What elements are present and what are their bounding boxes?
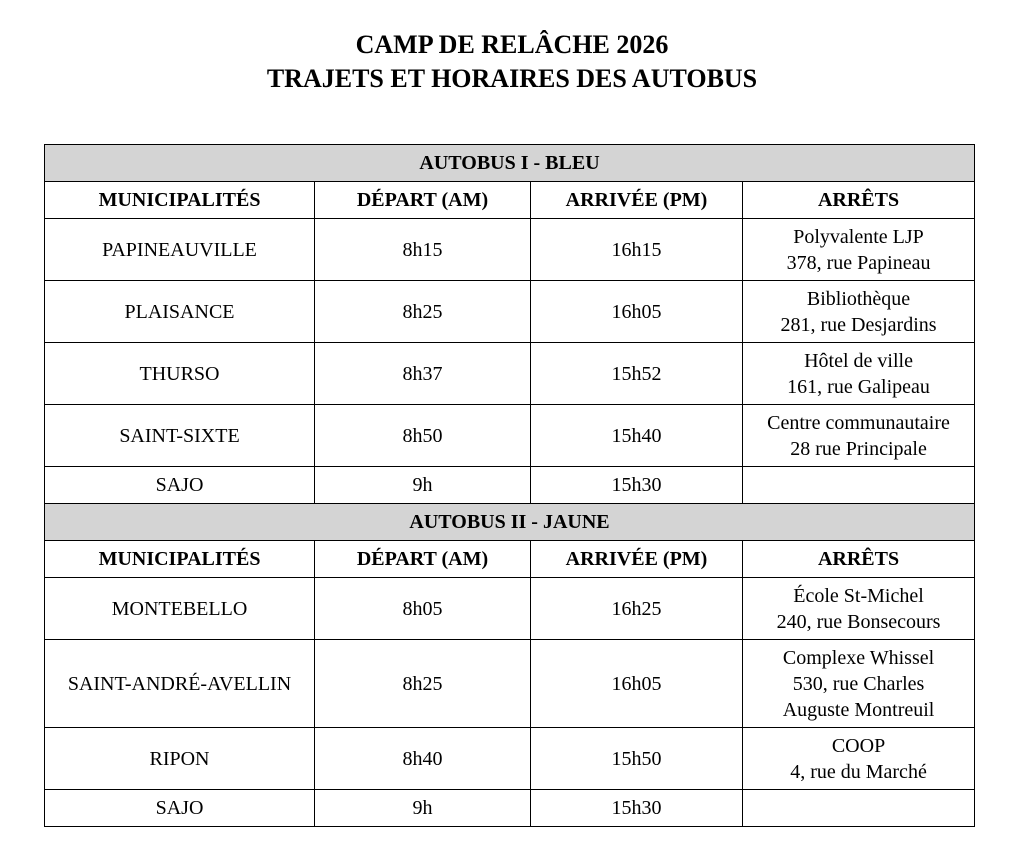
document-title — [0, 28, 1024, 96]
table-row — [45, 640, 975, 728]
stop-line: 240, rue Bonsecours — [776, 610, 941, 633]
municipality-cell: THURSO — [45, 343, 315, 405]
arrival-cell: 16h25 — [531, 578, 743, 640]
table-row — [45, 405, 975, 467]
arrival-cell: 16h05 — [531, 281, 743, 343]
municipality-cell: RIPON — [45, 728, 315, 790]
column-header-departure: DÉPART (AM) — [315, 182, 531, 219]
stop-line: Bibliothèque — [806, 287, 911, 310]
departure-cell: 8h15 — [315, 219, 531, 281]
municipality-cell: SAINT-SIXTE — [45, 405, 315, 467]
stop-line: 28 rue Principale — [790, 437, 927, 460]
stop-line: 378, rue Papineau — [786, 251, 931, 274]
bus-name: AUTOBUS II - JAUNE — [45, 504, 975, 541]
title-line-1: CAMP DE RELÂCHE 2026 — [355, 30, 669, 59]
stop-line: Auguste Montreuil — [782, 698, 935, 721]
table-row — [45, 219, 975, 281]
municipality-cell: MONTEBELLO — [45, 578, 315, 640]
stop-cell — [743, 281, 975, 343]
bus-schedule-table — [44, 144, 975, 827]
stop-line: 281, rue Desjardins — [780, 313, 937, 336]
column-header-municipalities: MUNICIPALITÉS — [45, 541, 315, 578]
stop-cell — [743, 640, 975, 728]
bus-name: AUTOBUS I - BLEU — [45, 145, 975, 182]
stop-line: COOP — [831, 734, 886, 757]
stop-cell — [743, 219, 975, 281]
municipality-cell: PAPINEAUVILLE — [45, 219, 315, 281]
column-header-row — [45, 182, 975, 219]
arrival-cell: 15h30 — [531, 467, 743, 504]
stop-cell — [743, 728, 975, 790]
stop-line: Complexe Whissel — [782, 646, 935, 669]
arrival-cell: 15h40 — [531, 405, 743, 467]
arrival-cell: 16h15 — [531, 219, 743, 281]
column-header-stops: ARRÊTS — [743, 541, 975, 578]
stop-line: École St-Michel — [793, 584, 924, 607]
stop-cell — [743, 790, 975, 827]
column-header-arrival: ARRIVÉE (PM) — [531, 541, 743, 578]
departure-cell: 9h — [315, 467, 531, 504]
stop-line: 4, rue du Marché — [790, 760, 927, 783]
bus-section-header — [45, 504, 975, 541]
municipality-cell: SAJO — [45, 790, 315, 827]
municipality-cell: PLAISANCE — [45, 281, 315, 343]
municipality-cell: SAINT-ANDRÉ-AVELLIN — [45, 640, 315, 728]
table-row — [45, 467, 975, 504]
stop-line: 530, rue Charles — [792, 672, 925, 695]
departure-cell: 8h40 — [315, 728, 531, 790]
table-row — [45, 578, 975, 640]
column-header-departure: DÉPART (AM) — [315, 541, 531, 578]
column-header-stops: ARRÊTS — [743, 182, 975, 219]
municipality-cell: SAJO — [45, 467, 315, 504]
arrival-cell: 15h30 — [531, 790, 743, 827]
stop-line: 161, rue Galipeau — [787, 375, 930, 398]
stop-cell — [743, 405, 975, 467]
column-header-row — [45, 541, 975, 578]
departure-cell: 9h — [315, 790, 531, 827]
departure-cell: 8h25 — [315, 640, 531, 728]
stop-cell — [743, 343, 975, 405]
column-header-arrival: ARRIVÉE (PM) — [531, 182, 743, 219]
departure-cell: 8h05 — [315, 578, 531, 640]
arrival-cell: 15h52 — [531, 343, 743, 405]
departure-cell: 8h37 — [315, 343, 531, 405]
table-row — [45, 281, 975, 343]
arrival-cell: 16h05 — [531, 640, 743, 728]
stop-cell — [743, 467, 975, 504]
table-row — [45, 343, 975, 405]
table-row — [45, 790, 975, 827]
column-header-municipalities: MUNICIPALITÉS — [45, 182, 315, 219]
departure-cell: 8h50 — [315, 405, 531, 467]
arrival-cell: 15h50 — [531, 728, 743, 790]
stop-line: Polyvalente LJP — [793, 225, 924, 248]
stop-line: Centre communautaire — [767, 411, 950, 434]
stop-cell — [743, 578, 975, 640]
title-line-2: TRAJETS ET HORAIRES DES AUTOBUS — [266, 64, 758, 93]
departure-cell: 8h25 — [315, 281, 531, 343]
stop-line: Hôtel de ville — [804, 349, 913, 372]
table-row — [45, 728, 975, 790]
bus-section-header — [45, 145, 975, 182]
